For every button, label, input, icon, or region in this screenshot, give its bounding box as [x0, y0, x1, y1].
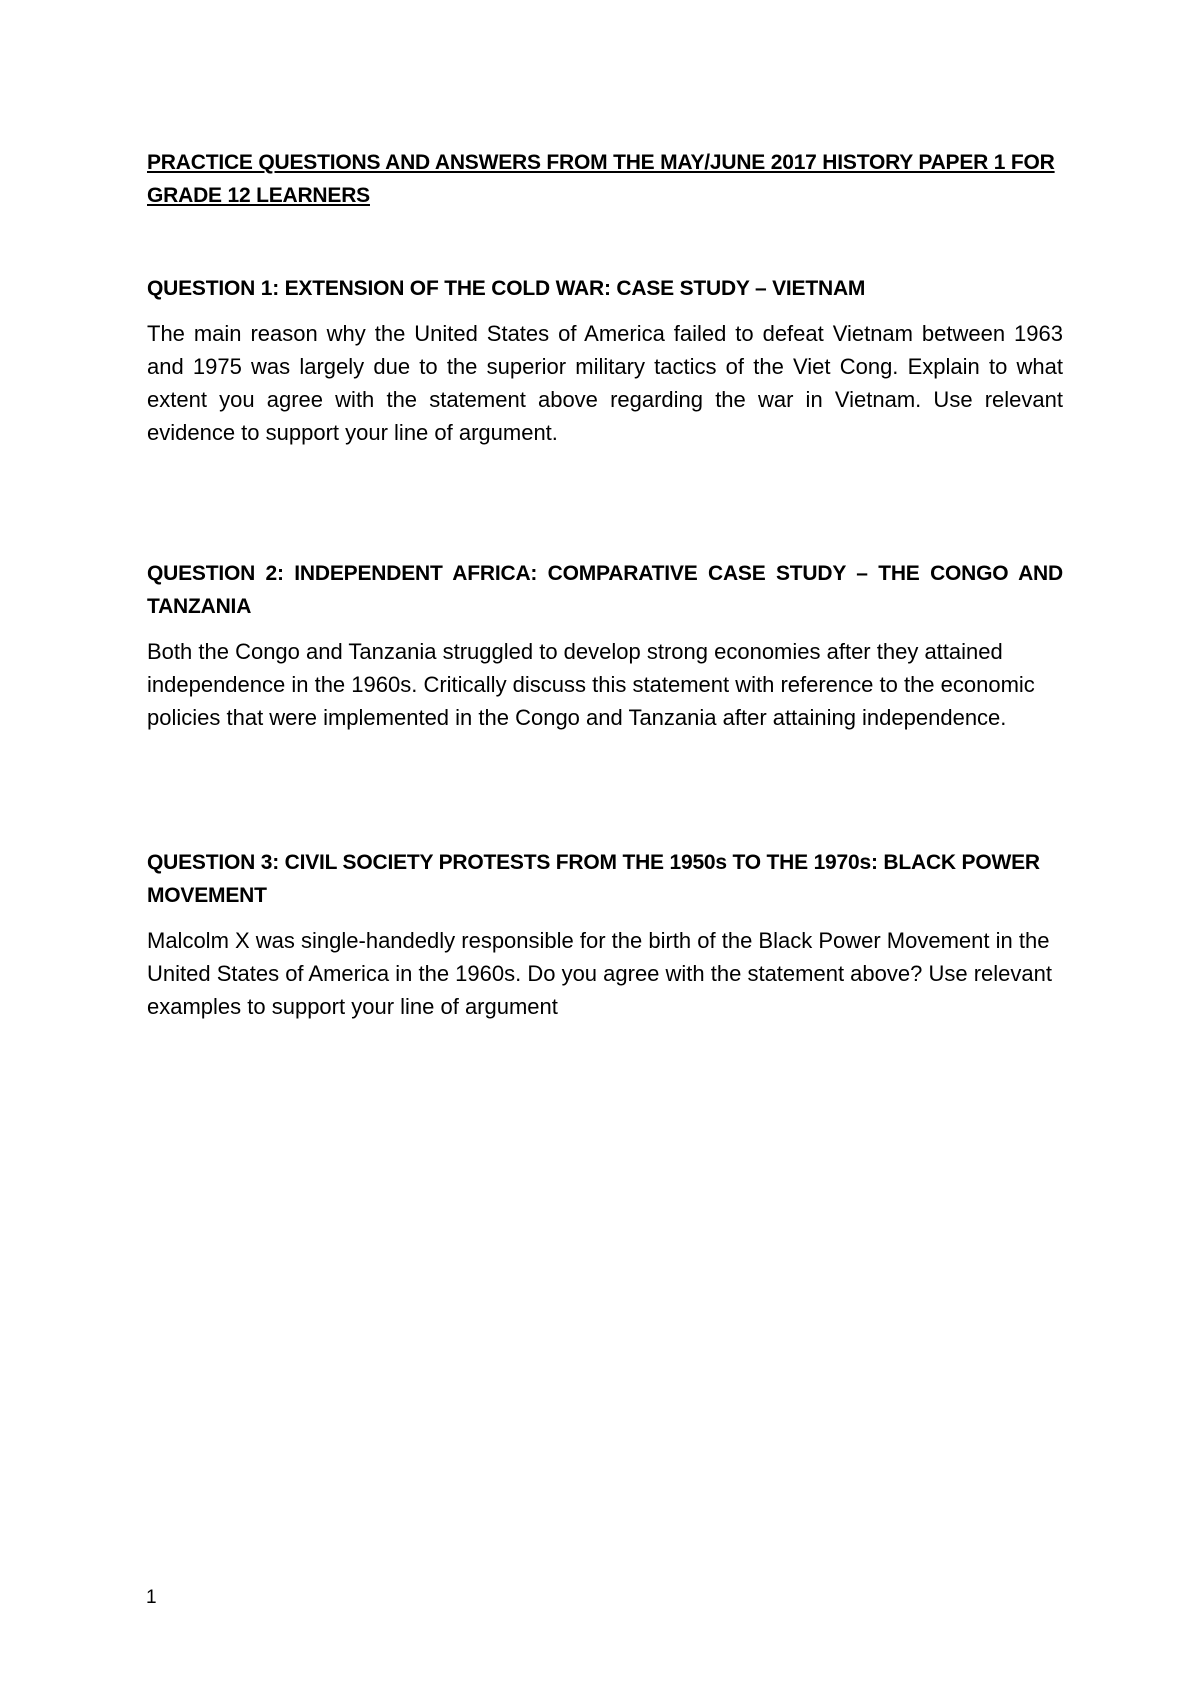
question-1-heading: QUESTION 1: EXTENSION OF THE COLD WAR: CASE STUDY – VIETNAM — [147, 277, 866, 300]
page-content — [147, 146, 1063, 1023]
question-1-body: The main reason why the United States of America failed to defeat Vietnam between 1963 and 1975 was largely due to the superior military tactics of the Viet Cong. Explain to what extent you agree with the statement above regarding the war in Vietnam. Use relevant evidence to support your line of argument. — [147, 321, 1063, 445]
question-1 — [147, 272, 1063, 449]
question-3-heading: QUESTION 3: CIVIL SOCIETY PROTESTS FROM THE 1950s TO THE 1970s: BLACK POWER MOVEMENT — [147, 851, 1040, 907]
question-3 — [147, 846, 1063, 1023]
document-title: PRACTICE QUESTIONS AND ANSWERS FROM THE MAY/JUNE 2017 HISTORY PAPER 1 FOR GRADE 12 LEARNERS — [147, 151, 1055, 207]
question-2-body: Both the Congo and Tanzania struggled to develop strong economies after they attained independence in the 1960s. Critically discuss this statement with reference to the economic policies that were implemented in the Congo and Tanzania after attaining independence. — [147, 639, 1035, 730]
page-number: 1 — [146, 1587, 157, 1608]
question-2-heading: QUESTION 2: INDEPENDENT AFRICA: COMPARATIVE CASE STUDY – THE CONGO AND TANZANIA — [147, 562, 1063, 618]
question-2 — [147, 557, 1063, 734]
question-3-body: Malcolm X was single-handedly responsible for the birth of the Black Power Movement in the United States of America in the 1960s. Do you agree with the statement above? Use relevant examples to support your line of argument — [147, 928, 1052, 1019]
